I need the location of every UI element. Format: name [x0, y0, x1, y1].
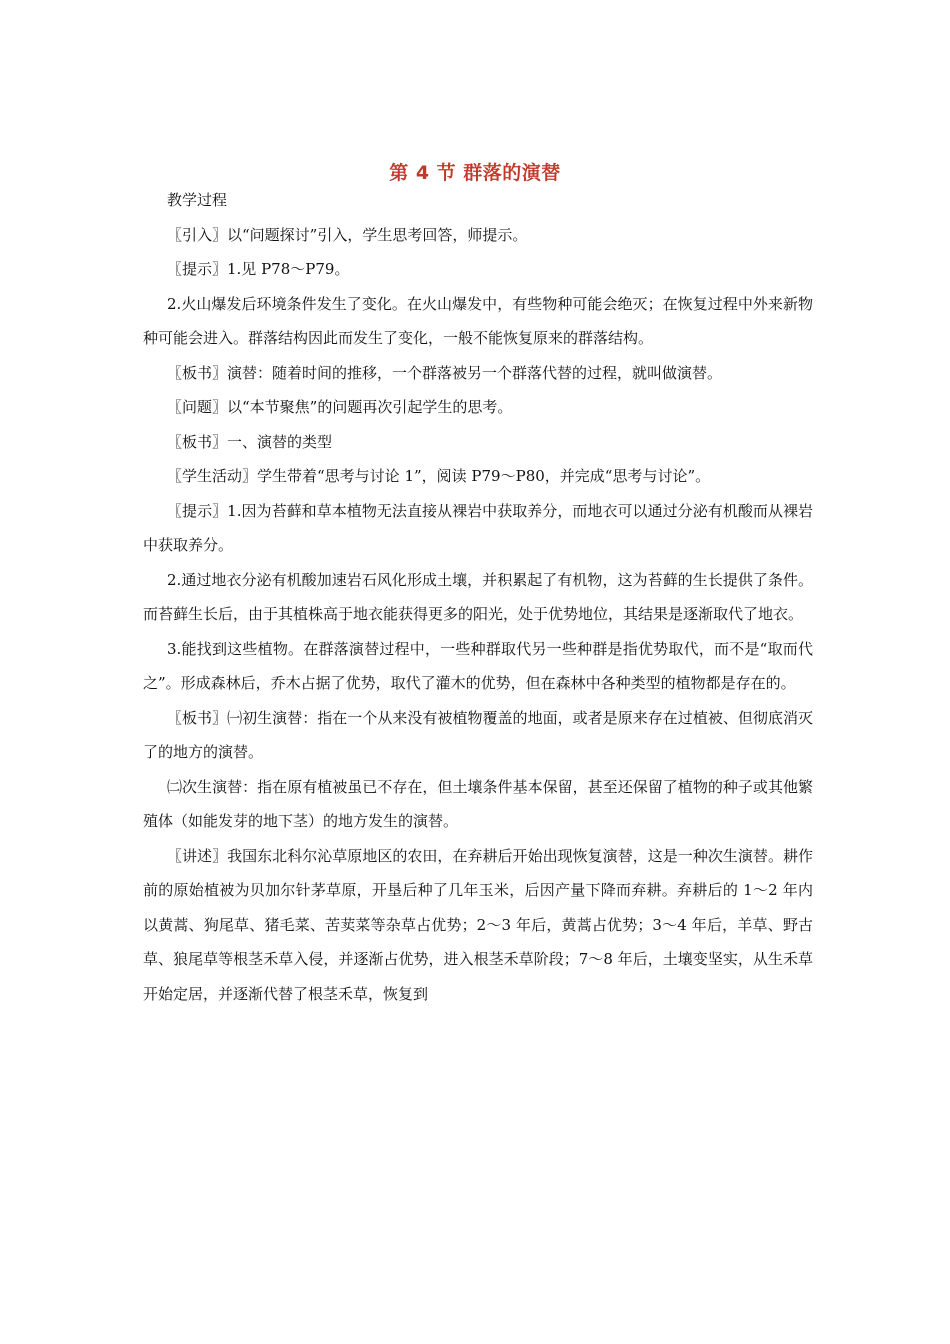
paragraph-hint-1: 〖提示〗1.见 P78～P79。: [167, 260, 350, 278]
paragraph-student-activity: 〖学生活动〗学生带着“思考与讨论 1”，阅读 P79～P80，并完成“思考与讨论”。: [167, 467, 711, 485]
paragraph-hint-2: 2.火山爆发后环境条件发生了变化。在火山爆发中，有些物种可能会绝灭；在恢复过程中外来新物种可能会进入。群落结构因此而发生了变化，一般不能恢复原来的群落结构。: [143, 294, 813, 347]
document-body: [143, 183, 813, 1011]
paragraph-introduction: 〖引入〗以“问题探讨”引入，学生思考回答，师提示。: [167, 225, 528, 244]
paragraph-board-succession: 〖板书〗演替：随着时间的推移，一个群落被另一个群落代替的过程，就叫做演替。: [167, 363, 723, 382]
section-title: 第 4 节 群落的演替: [389, 162, 561, 184]
paragraph-question: 〖问题〗以“本节聚焦”的问题再次引起学生的思考。: [167, 398, 513, 416]
paragraph-board-types: 〖板书〗一、演替的类型: [167, 432, 333, 451]
paragraph-teaching-process: 教学过程: [167, 191, 228, 209]
paragraph-primary-succession: 〖板书〗㈠初生演替：指在一个从来没有被植物覆盖的地面，或者是原来存在过植被、但彻底消灭了的地方的演替。: [143, 708, 813, 761]
paragraph-hint-forest: 3.能找到这些植物。在群落演替过程中，一些种群取代另一些种群是指优势取代，而不是“取而代之”。形成森林后，乔木占据了优势，取代了灌木的优势，但在森林中各种类型的植物都是存在的。: [143, 639, 813, 692]
paragraph-hint-lichen: 〖提示〗1.因为苔藓和草本植物无法直接从裸岩中获取养分，而地衣可以通过分泌有机酸而从裸岩中获取养分。: [143, 501, 813, 554]
paragraph-narration: 〖讲述〗我国东北科尔沁草原地区的农田，在弃耕后开始出现恢复演替，这是一种次生演替。耕作前的原始植被为贝加尔针茅草原，开垦后种了几年玉米，后因产量下降而弃耕。弃耕后的 1～2 年内以黄蒿、狗尾草、猪毛菜、苦荬菜等杂草占优势；2～3 年后，黄蒿占优势；3～4 年后，羊草、野古草、狼尾草等根茎禾草入侵，并逐渐占优势，进入根茎禾草阶段；7～8 年后，土壤变坚实，从生禾草开始定居，并逐渐代替了根茎禾草，恢复到: [143, 846, 813, 1003]
paragraph-secondary-succession: ㈡次生演替：指在原有植被虽已不存在，但土壤条件基本保留，甚至还保留了植物的种子或其他繁殖体（如能发芽的地下茎）的地方发生的演替。: [143, 777, 813, 830]
paragraph-hint-moss: 2.通过地衣分泌有机酸加速岩石风化形成土壤，并积累起了有机物，这为苔藓的生长提供了条件。而苔藓生长后，由于其植株高于地衣能获得更多的阳光，处于优势地位，其结果是逐渐取代了地衣。: [143, 570, 813, 623]
